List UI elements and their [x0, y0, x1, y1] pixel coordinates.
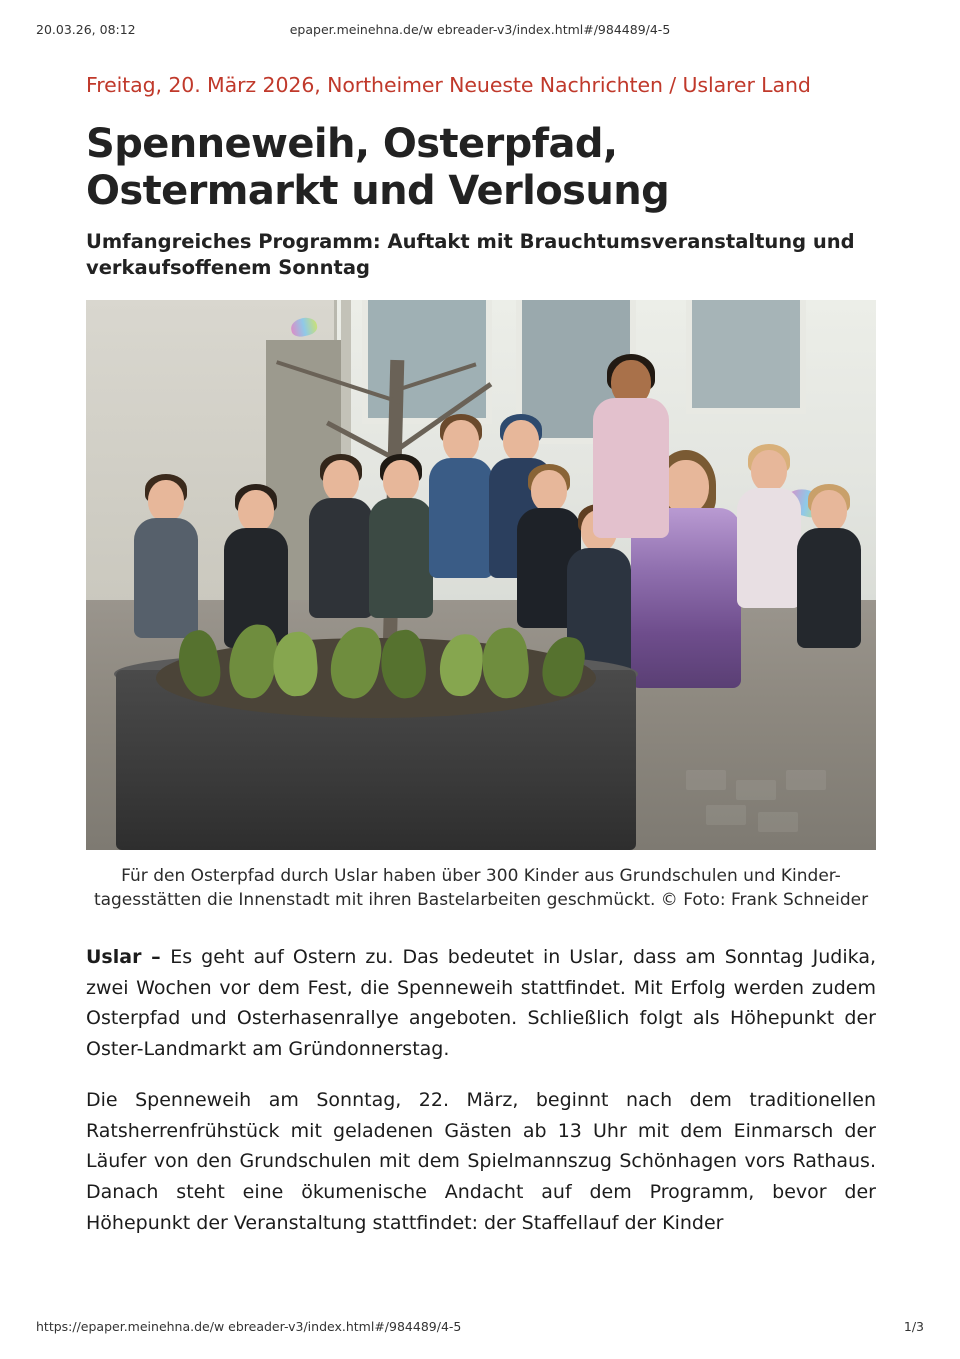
body — [797, 528, 861, 648]
head — [383, 460, 419, 502]
cobblestone — [686, 770, 726, 790]
print-header — [0, 22, 960, 40]
article-paragraph-text: Die Spenneweih am Sonntag, 22. März, beginnt nach dem traditionellen Ratsherrenfrühstück mit geladenen Gästen ab 13 Uhr mit dem Einmarsch der Läufer von den Grundschulen mit dem Spielmannszug Schönhagen vors Rathaus. Danach steht eine ökumenische Andacht auf dem Programm, bevor der Höhepunkt der Veranstaltung stattfindet: der Staffellauf der Kinder — [86, 1088, 876, 1235]
child-figure — [786, 490, 872, 720]
body — [593, 398, 669, 538]
article-subheadline: Umfangreiches Programm: Auftakt mit Brauchtumsveranstaltung und verkaufsoffenem Sonntag — [86, 230, 855, 280]
article-paragraph — [86, 942, 876, 1065]
article-body — [86, 942, 876, 1239]
article-headline: Spenneweih, Osterpfad, Ostermarkt und Verlosung — [86, 120, 670, 214]
article-paragraph — [86, 1085, 876, 1239]
cobblestone — [706, 805, 746, 825]
article-kicker: Freitag, 20. März 2026, Northeimer Neueste Nachrichten / Uslarer Land — [86, 73, 811, 97]
head — [323, 460, 359, 502]
head — [503, 420, 539, 462]
window-1 — [362, 300, 492, 424]
article-photo — [86, 300, 876, 850]
head — [238, 490, 274, 532]
print-footer-url: https://epaper.meinehna.de/w ebreader-v3/index.html#/984489/4-5 — [36, 1319, 462, 1334]
article-dateline: Uslar – — [86, 945, 171, 968]
head — [751, 450, 787, 492]
head — [148, 480, 184, 522]
print-footer — [0, 1319, 960, 1337]
photo-caption: Für den Osterpfad durch Uslar haben über 300 Kinder aus Grundschulen und Kinder-tagesstätten die Innenstadt mit ihren Bastelarbeiten geschmückt. © Foto: Frank Schneider — [93, 865, 869, 910]
article-paragraph-text: Es geht auf Ostern zu. Das bedeutet in Uslar, dass am Sonntag Judika, zwei Wochen vor dem Fest, die Spenneweih stattfindet. Mit Erfolg werden zudem Osterpfad und Osterhasenrallye angeboten. Schließlich folgt als Höhepunkt der Oster-Landmarkt am Gründonnerstag. — [86, 945, 876, 1061]
print-header-url: epaper.meinehna.de/w ebreader-v3/index.html#/984489/4-5 — [289, 22, 671, 37]
head — [811, 490, 847, 532]
body — [134, 518, 198, 638]
print-footer-page-number: 1/3 — [903, 1319, 924, 1334]
photo-scene — [86, 300, 876, 850]
cobblestone — [786, 770, 826, 790]
print-header-datetime: 20.03.26, 08:12 — [36, 22, 136, 37]
adult-figure — [586, 360, 676, 550]
cobblestone — [758, 812, 798, 832]
window-3 — [686, 300, 806, 414]
article-content — [86, 72, 876, 1259]
cobblestone — [736, 780, 776, 800]
head — [531, 470, 567, 512]
head — [443, 420, 479, 462]
